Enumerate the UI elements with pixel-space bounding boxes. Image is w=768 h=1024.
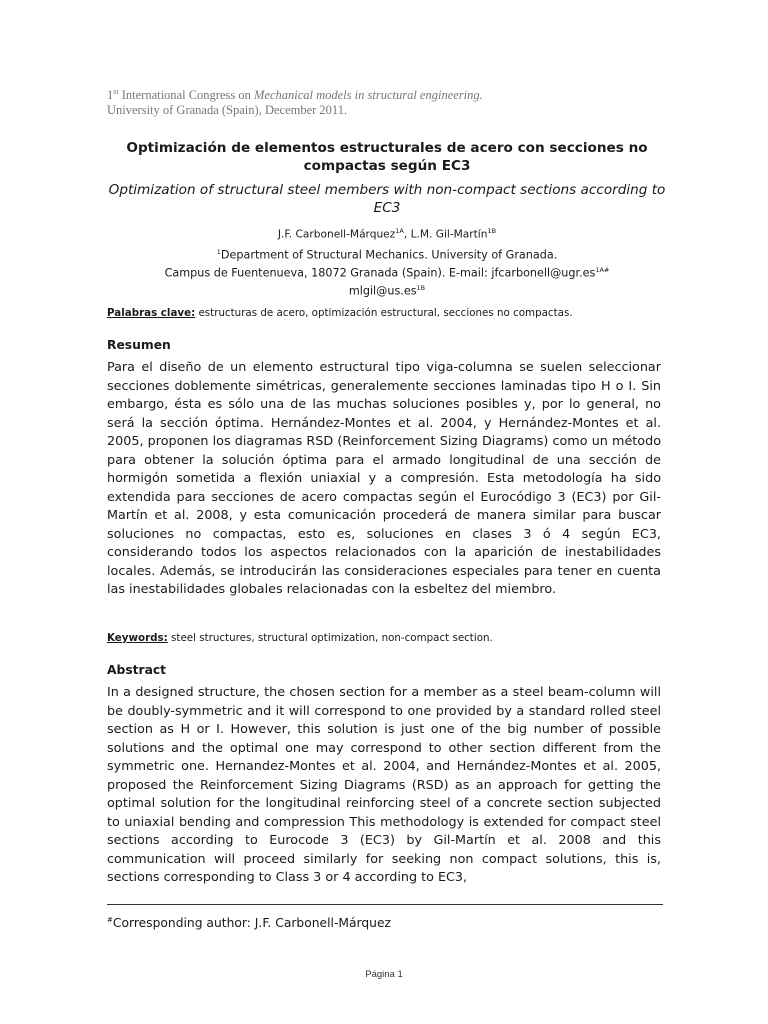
affiliation-line-2 (107, 263, 667, 281)
abstract-body: In a designed structure, the chosen section for a member as a steel beam-column will be doubly-symmetric and it will correspond to one provided by a standard rolled steel section as H or I. However, this solution is just one of the big number of possible solutions and the optimal one may correspond to other section different from the symmetric one. Hernandez-Montes et al. 2004, and Hernández-Montes et al. 2005, proposed the Reinforcement Sizing Diagrams (RSD) as an approach for getting the optimal solution for the longitudinal reinforcing steel of a concrete section subjected to uniaxial bending and compression This methodology is extended for compact steel sections according to Eurocode 3 (EC3) by Gil-Martín et al. 2008 and this communication will proceed similarly for seeking non compact solutions, this is, sections corresponding to Class 3 or 4 according to EC3, (107, 685, 661, 885)
author-2-sup: 1B (487, 227, 497, 235)
footnote-mark: # (107, 916, 113, 924)
affiliation-line-3 (107, 281, 667, 299)
resumen-body: Para el diseño de un elemento estructural tipo viga-columna se suelen seleccionar secciones doblemente simétricas, generalemente secciones laminadas tipo H o I. Sin embargo, ésta es sólo una de las muchas soluciones posibles y, por lo general, no será la sección óptima. Hernández-Montes et al. 2004, y Hernández-Montes et al. 2005, proponen los diagramas RSD (Reinforcement Sizing Diagrams) como un método para obtener la solución óptima para el armado longitudinal de una sección de hormigón sometida a flexión uniaxial y a compresión. Esta metodología ha sido extendida para secciones de acero compactas según el Eurocódigo 3 (EC3) por Gil-Martín et al. 2008, y esta comunicación procederá de manera similar para buscar soluciones no compactas, esto es, soluciones en clases 3 ó 4 según EC3, considerando todos los aspectos relacionados con la aparición de inestabilidades locales. Además, se introducirán las consideraciones especiales para tener en cuenta las inestabilidades globales relacionadas con la esbeltez del miembro. (107, 360, 661, 597)
affiliation-email-1-sup: 1A# (595, 266, 610, 275)
affiliation-email-2-sup: 1B (416, 284, 426, 293)
congress-line-2: University of Granada (Spain), December 2011. (107, 103, 348, 118)
affiliation-block (107, 245, 667, 300)
resumen-heading: Resumen (107, 338, 171, 352)
congress-line-1-prefix: International Congress on (118, 88, 254, 103)
keywords-spanish-label: Palabras clave: (107, 307, 196, 319)
affiliation-address: Campus de Fuentenueva, 18072 Granada (Spain). E-mail: jfcarbonell@ugr.es (164, 266, 596, 280)
author-separator: , (403, 228, 411, 241)
affiliation-email-2: mlgil@us.es (348, 285, 417, 299)
author-1-sup: 1A (395, 227, 404, 235)
footnote-divider (107, 904, 663, 905)
keywords-spanish-text: estructuras de acero, optimización estructural, secciones no compactas. (195, 307, 573, 319)
congress-ordinal-suffix: st (113, 87, 119, 96)
affiliation-sup: 1 (216, 248, 221, 256)
congress-header (107, 84, 667, 118)
footnote-text: Corresponding author: J.F. Carbonell-Márquez (112, 916, 391, 931)
page-number: Página 1 (365, 969, 403, 980)
abstract-heading: Abstract (107, 663, 167, 677)
title-english: Optimization of structural steel members with non-compact sections according to EC3 (108, 182, 666, 216)
keywords-english-label: Keywords: (107, 632, 168, 644)
congress-line-1-italic: Mechanical models in structural engineering. (253, 88, 483, 103)
congress-line-1 (107, 84, 667, 103)
keywords-english-text: steel structures, structural optimization, non-compact section. (167, 632, 493, 644)
keywords-spanish (107, 306, 667, 320)
affiliation-line-1 (107, 245, 667, 263)
title-spanish: Optimización de elementos estructurales de acero con secciones no compactas según EC3 (126, 140, 648, 174)
author-1: J.F. Carbonell-Márquez (277, 228, 396, 241)
keywords-english (107, 631, 667, 645)
author-2: L.M. Gil-Martín (410, 228, 488, 241)
affiliation-dept: Department of Structural Mechanics. University of Granada. (220, 248, 558, 262)
congress-ordinal: 1 (107, 88, 114, 103)
footnote (107, 912, 667, 931)
author-list (107, 224, 667, 242)
